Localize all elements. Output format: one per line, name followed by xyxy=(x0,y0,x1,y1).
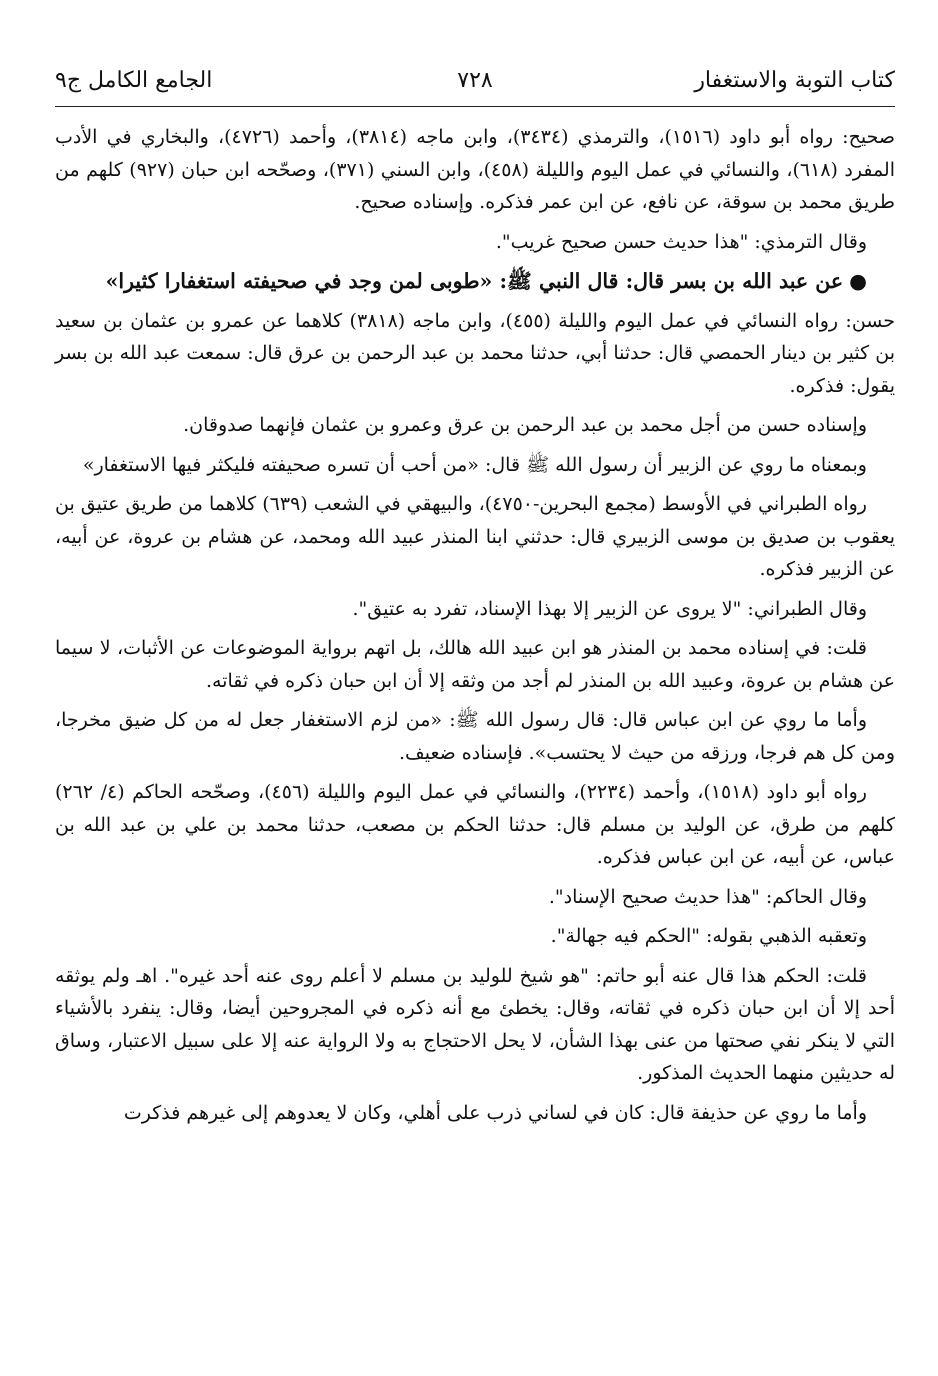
paragraph: صحيح: رواه أبو داود (١٥١٦)، والترمذي (٣٤٣٤)، وابن ماجه (٣٨١٤)، وأحمد (٤٧٢٦)، والبخاري في الأدب المفرد (٦١٨)، والنسائي في عمل اليوم والليلة (٤٥٨)، وابن السني (٣٧١)، وصحّحه ابن حبان (٩٢٧) كلهم من طريق محمد بن سوقة، عن نافع، عن ابن عمر فذكره. وإسناده صحيح. xyxy=(55,126,895,213)
paragraph: وبمعناه ما روي عن الزبير أن رسول الله ﷺ قال: «من أحب أن تسره صحيفته فليكثر فيها الاستغفار» xyxy=(82,453,867,476)
book-page xyxy=(55,62,895,1136)
paragraph: حسن: رواه النسائي في عمل اليوم والليلة (٤٥٥)، وابن ماجه (٣٨١٨) كلاهما عن عمرو بن عثمان بن سعيد بن كثير بن دينار الحمصي قال: حدثنا أبي، حدثنا محمد بن عبد الرحمن بن عرق قال: سمعت عبد الله بن بسر يقول: فذكره. xyxy=(55,309,895,397)
book-title: كتاب التوبة والاستغفار xyxy=(694,68,895,93)
page-number: ٧٢٨ xyxy=(457,68,493,93)
volume-label: الجامع الكامل ج٩ xyxy=(55,68,213,93)
paragraph: رواه أبو داود (١٥١٨)، وأحمد (٢٢٣٤)، والنسائي في عمل اليوم والليلة (٤٥٦)، وصحّحه الحاكم (٤/ ٢٦٢) كلهم من طرق، عن الوليد بن مسلم قال: حدثنا الحكم بن مصعب، حدثنا محمد بن علي بن عبد الله بن عباس، عن أبيه، عن ابن عباس فذكره. xyxy=(55,781,895,868)
paragraph: وأما ما روي عن ابن عباس قال: قال رسول الله ﷺ: «من لزم الاستغفار جعل له من كل ضيق مخرجا، ومن كل هم فرجا، ورزقه من حيث لا يحتسب». فإسناده ضعيف. xyxy=(55,709,895,764)
paragraph: قلت: الحكم هذا قال عنه أبو حاتم: "هو شيخ للوليد بن مسلم لا أعلم روى عنه أحد غيره". اهـ ولم يوثقه أحد إلا أن ابن حبان ذكره في ثقاته، وقال: يخطئ مع أنه ذكره في المجروحين أيضا، وقال: ينفرد بالأشياء التي لا ينكر نفي صحتها من عنى بهذا الشأن، لا يحل الاحتجاج به ولا الرواية عنه إلا على سبيل الاعتبار، وساق له حديثين منهما الحديث المذكور. xyxy=(55,964,895,1084)
page-header xyxy=(55,62,895,107)
page-body xyxy=(55,121,895,1129)
paragraph: وقال الترمذي: "هذا حديث حسن صحيح غريب". xyxy=(495,230,867,253)
paragraph: وتعقبه الذهبي بقوله: "الحكم فيه جهالة". xyxy=(550,925,867,947)
paragraph: قلت: في إسناده محمد بن المنذر هو ابن عبيد الله هالك، بل اتهم برواية الموضوعات عن الأثبات، لا سيما عن هشام بن عروة، وعبيد الله بن المنذر لم أجد من وثقه إلا أن ابن حبان ذكره في ثقاته. xyxy=(55,637,895,692)
bullet-icon: ● xyxy=(849,269,867,293)
paragraph: وقال الطبراني: "لا يروى عن الزبير إلا بهذا الإسناد، تفرد به عتيق". xyxy=(352,597,867,620)
paragraph: وقال الحاكم: "هذا حديث صحيح الإسناد". xyxy=(548,885,867,908)
hadith-heading xyxy=(55,265,895,298)
paragraph: وأما ما روي عن حذيفة قال: كان في لساني ذرب على أهلي، وكان لا يعدوهم إلى غيرهم فذكرت xyxy=(123,1101,867,1124)
paragraph: رواه الطبراني في الأوسط (مجمع البحرين-٤٧٥٠)، والبيهقي في الشعب (٦٣٩) كلاهما من طريق عتيق بن يعقوب بن صديق بن موسى الزبيري قال: حدثني ابنا المنذر عبيد الله ومحمد، عن هشام بن عروة، عن أبيه، عن الزبير فذكره. xyxy=(55,493,895,580)
hadith-text: عن عبد الله بن بسر قال: قال النبي ﷺ: «طوبى لمن وجد في صحيفته استغفارا كثيرا» xyxy=(105,269,844,293)
paragraph: وإسناده حسن من أجل محمد بن عبد الرحمن بن عرق وعمرو بن عثمان فإنهما صدوقان. xyxy=(183,414,867,436)
